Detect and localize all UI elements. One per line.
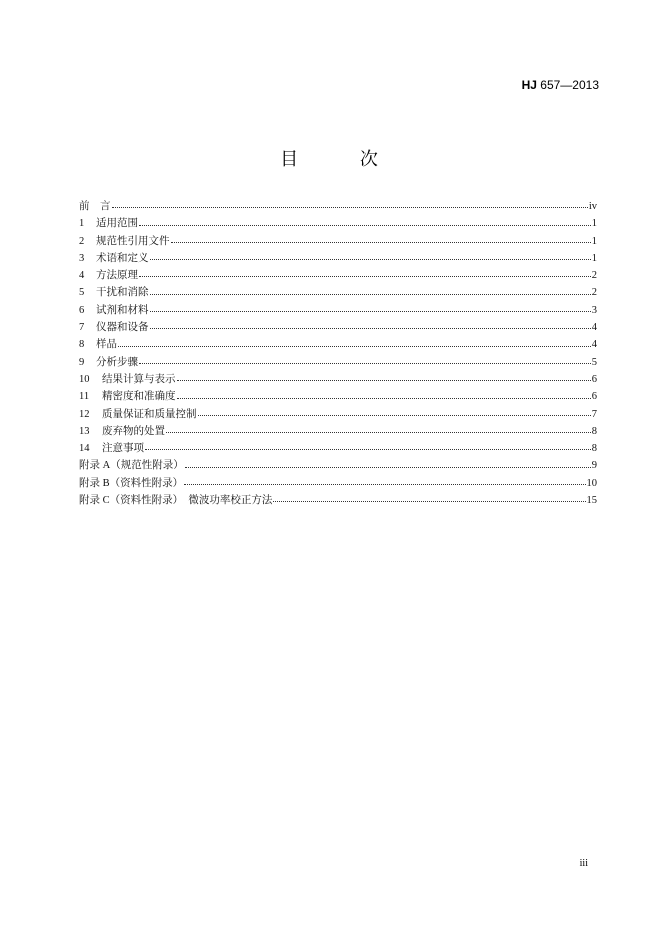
toc-entry-page: 2 bbox=[591, 287, 597, 299]
toc-entry-foreword[interactable] bbox=[79, 198, 597, 215]
toc-entry-14[interactable] bbox=[79, 440, 597, 457]
toc-entry-page: 6 bbox=[591, 373, 597, 385]
toc-leader-dots bbox=[118, 345, 591, 347]
toc-leader-dots bbox=[185, 466, 591, 468]
toc-entry-2[interactable] bbox=[79, 233, 597, 250]
toc-entry-page: 8 bbox=[591, 425, 597, 437]
toc-entry-label: 废弃物的处置 bbox=[102, 425, 165, 437]
toc-entry-page: 5 bbox=[591, 356, 597, 368]
toc-entry-page: iv bbox=[588, 201, 597, 212]
toc-entry-page: 4 bbox=[591, 339, 597, 351]
toc-leader-dots bbox=[139, 224, 591, 226]
toc-leader-dots bbox=[198, 414, 591, 416]
table-of-contents bbox=[79, 198, 597, 509]
toc-entry-page: 6 bbox=[591, 391, 597, 403]
toc-entry-number: 8 bbox=[79, 339, 85, 351]
toc-leader-dots bbox=[184, 483, 585, 485]
toc-leader-dots bbox=[145, 448, 591, 450]
toc-entry-page: 2 bbox=[591, 270, 597, 282]
toc-entry-number: 6 bbox=[79, 304, 85, 316]
standard-code-number: 657—2013 bbox=[536, 78, 599, 92]
toc-entry-number: 14 bbox=[79, 443, 90, 455]
toc-leader-dots bbox=[150, 258, 591, 260]
toc-entry-page: 9 bbox=[591, 460, 597, 472]
toc-entry-label: 前 言 bbox=[79, 201, 111, 212]
toc-entry-9[interactable] bbox=[79, 354, 597, 371]
toc-entry-label: 干扰和消除 bbox=[96, 287, 149, 299]
toc-entry-label: 试剂和材料 bbox=[96, 304, 149, 316]
toc-entry-page: 1 bbox=[591, 218, 597, 230]
toc-leader-dots bbox=[139, 362, 591, 364]
toc-leader-dots bbox=[177, 397, 591, 399]
toc-entry-number: 7 bbox=[79, 322, 85, 334]
toc-entry-6[interactable] bbox=[79, 302, 597, 319]
toc-leader-dots bbox=[150, 310, 591, 312]
toc-entry-page: 15 bbox=[586, 495, 597, 507]
toc-entry-number: 4 bbox=[79, 270, 85, 282]
toc-entry-page: 1 bbox=[591, 252, 597, 264]
toc-entry-page: 7 bbox=[591, 408, 597, 420]
toc-entry-7[interactable] bbox=[79, 319, 597, 336]
toc-entry-number: 1 bbox=[79, 218, 85, 230]
toc-entry-number: 12 bbox=[79, 408, 90, 420]
toc-entry-label: 仪器和设备 bbox=[96, 322, 149, 334]
toc-entry-label: 附录 C（资料性附录） 微波功率校正方法 bbox=[79, 495, 273, 507]
toc-entry-appendix-a[interactable] bbox=[79, 457, 597, 474]
toc-entry-label: 附录 B（资料性附录） bbox=[79, 477, 184, 489]
toc-entry-label: 附录 A（规范性附录） bbox=[79, 460, 184, 472]
toc-entry-number: 2 bbox=[79, 235, 85, 247]
toc-entry-number: 9 bbox=[79, 356, 85, 368]
toc-leader-dots bbox=[177, 379, 591, 381]
toc-entry-label: 规范性引用文件 bbox=[96, 235, 170, 247]
toc-entry-number: 11 bbox=[79, 391, 90, 403]
toc-entry-page: 3 bbox=[591, 304, 597, 316]
toc-entry-label: 质量保证和质量控制 bbox=[102, 408, 197, 420]
toc-entry-appendix-c[interactable] bbox=[79, 492, 597, 509]
toc-entry-label: 注意事项 bbox=[102, 443, 144, 455]
toc-entry-label: 适用范围 bbox=[96, 218, 138, 230]
toc-entry-page: 1 bbox=[591, 235, 597, 247]
toc-entry-number: 10 bbox=[79, 373, 90, 385]
toc-entry-label: 精密度和准确度 bbox=[102, 391, 176, 403]
toc-leader-dots bbox=[166, 431, 591, 433]
toc-entry-4[interactable] bbox=[79, 267, 597, 284]
toc-leader-dots bbox=[150, 327, 591, 329]
toc-entry-page: 8 bbox=[591, 443, 597, 455]
toc-entry-label: 方法原理 bbox=[96, 270, 138, 282]
toc-entry-13[interactable] bbox=[79, 423, 597, 440]
toc-entry-10[interactable] bbox=[79, 371, 597, 388]
toc-leader-dots bbox=[112, 206, 588, 208]
toc-entry-label: 分析步骤 bbox=[96, 356, 138, 368]
toc-entry-label: 术语和定义 bbox=[96, 252, 149, 264]
toc-entry-1[interactable] bbox=[79, 215, 597, 232]
standard-code-prefix: HJ bbox=[521, 78, 537, 92]
toc-entry-number: 3 bbox=[79, 252, 85, 264]
toc-leader-dots bbox=[273, 500, 585, 502]
toc-title: 目 次 bbox=[280, 149, 406, 170]
page-number: iii bbox=[579, 858, 588, 869]
toc-entry-5[interactable] bbox=[79, 284, 597, 301]
toc-leader-dots bbox=[150, 293, 591, 295]
toc-entry-12[interactable] bbox=[79, 406, 597, 423]
toc-entry-number: 13 bbox=[79, 425, 90, 437]
toc-entry-label: 结果计算与表示 bbox=[102, 373, 176, 385]
toc-entry-number: 5 bbox=[79, 287, 85, 299]
toc-entry-8[interactable] bbox=[79, 336, 597, 353]
toc-entry-page: 4 bbox=[591, 322, 597, 334]
toc-entry-label: 样品 bbox=[96, 339, 117, 351]
toc-entry-appendix-b[interactable] bbox=[79, 475, 597, 492]
toc-leader-dots bbox=[171, 241, 591, 243]
toc-entry-3[interactable] bbox=[79, 250, 597, 267]
toc-entry-page: 10 bbox=[586, 477, 597, 489]
standard-code bbox=[522, 78, 599, 92]
toc-entry-11[interactable] bbox=[79, 388, 597, 405]
toc-leader-dots bbox=[139, 275, 591, 277]
